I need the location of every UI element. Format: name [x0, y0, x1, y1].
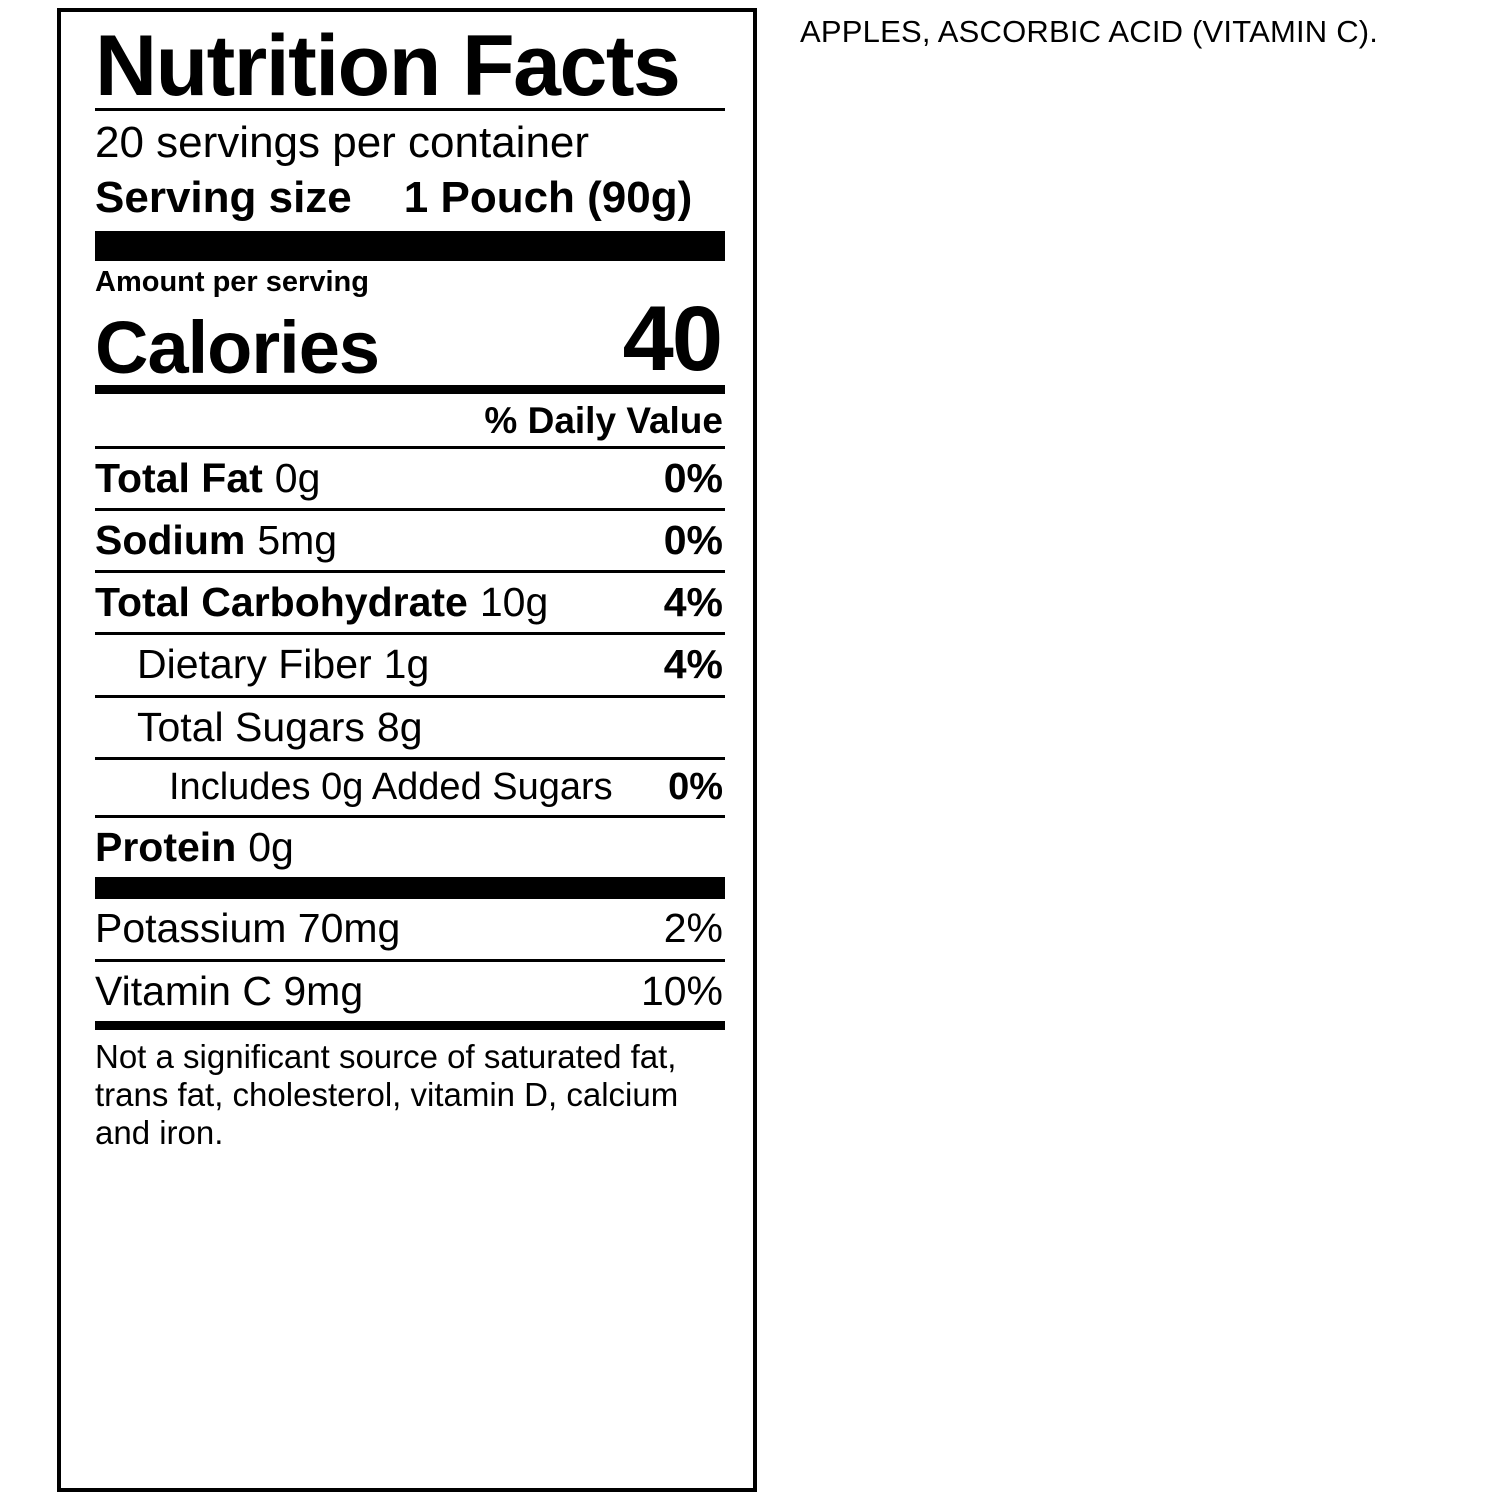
row-dv: 4% — [663, 579, 723, 626]
row-amount: 1g — [383, 641, 430, 688]
table-row-total-sugars — [95, 698, 725, 757]
calories-row — [95, 287, 725, 390]
footnote-text: Not a significant source of saturated fat, trans fat, cholesterol, vitamin D, calcium and iron. — [95, 1037, 679, 1152]
row-dv: 4% — [663, 641, 723, 688]
row-label: Dietary Fiber — [137, 641, 372, 688]
row-dv: 0% — [663, 517, 723, 564]
row-dv: 0% — [668, 765, 723, 808]
row-amount: 10g — [479, 579, 549, 626]
ingredients-statement: APPLES, ASCORBIC ACID (VITAMIN C). — [800, 14, 1379, 49]
divider-thick-middle — [95, 877, 725, 899]
calories-label: Calories — [95, 305, 380, 389]
row-label: Vitamin C 9mg — [95, 967, 364, 1014]
servings-per-container: 20 servings per container — [95, 118, 590, 168]
row-amount: 8g — [376, 703, 423, 750]
table-row-total-fat — [95, 449, 725, 508]
serving-size-label: Serving size — [95, 173, 352, 223]
table-row-total-carbohydrate — [95, 573, 725, 632]
row-dv: 2% — [663, 905, 723, 952]
row-amount: 0g — [248, 824, 294, 871]
row-label: Potassium 70mg — [95, 905, 401, 952]
row-dv: 10% — [640, 967, 723, 1014]
nutrition-facts-title: Nutrition Facts — [95, 18, 680, 114]
calories-value: 40 — [622, 287, 721, 390]
serving-size-row — [95, 170, 725, 231]
row-amount: 5mg — [257, 517, 338, 564]
row-label: Sodium — [95, 517, 246, 564]
row-label: Total Fat — [95, 454, 263, 501]
table-row-added-sugars — [95, 760, 725, 816]
row-label: Protein — [95, 824, 237, 871]
table-row-potassium — [95, 899, 725, 958]
daily-value-header: % Daily Value — [484, 399, 723, 441]
row-amount: 0g — [274, 454, 321, 501]
amount-per-serving-label: Amount per serving — [95, 266, 369, 299]
row-label: Total Sugars — [137, 703, 365, 750]
table-row-vitamin-c — [95, 962, 725, 1021]
row-dv: 0% — [663, 454, 723, 501]
table-row-protein — [95, 818, 725, 877]
divider-above-footnote — [95, 1021, 725, 1030]
nutrition-facts-panel — [57, 8, 757, 1492]
table-row-sodium — [95, 511, 725, 570]
row-label: Includes 0g Added Sugars — [169, 765, 613, 808]
table-row-dietary-fiber — [95, 635, 725, 694]
row-label: Total Carbohydrate — [95, 579, 468, 626]
serving-size-value: 1 Pouch (90g) — [403, 173, 693, 223]
divider-thick-top — [95, 231, 725, 261]
